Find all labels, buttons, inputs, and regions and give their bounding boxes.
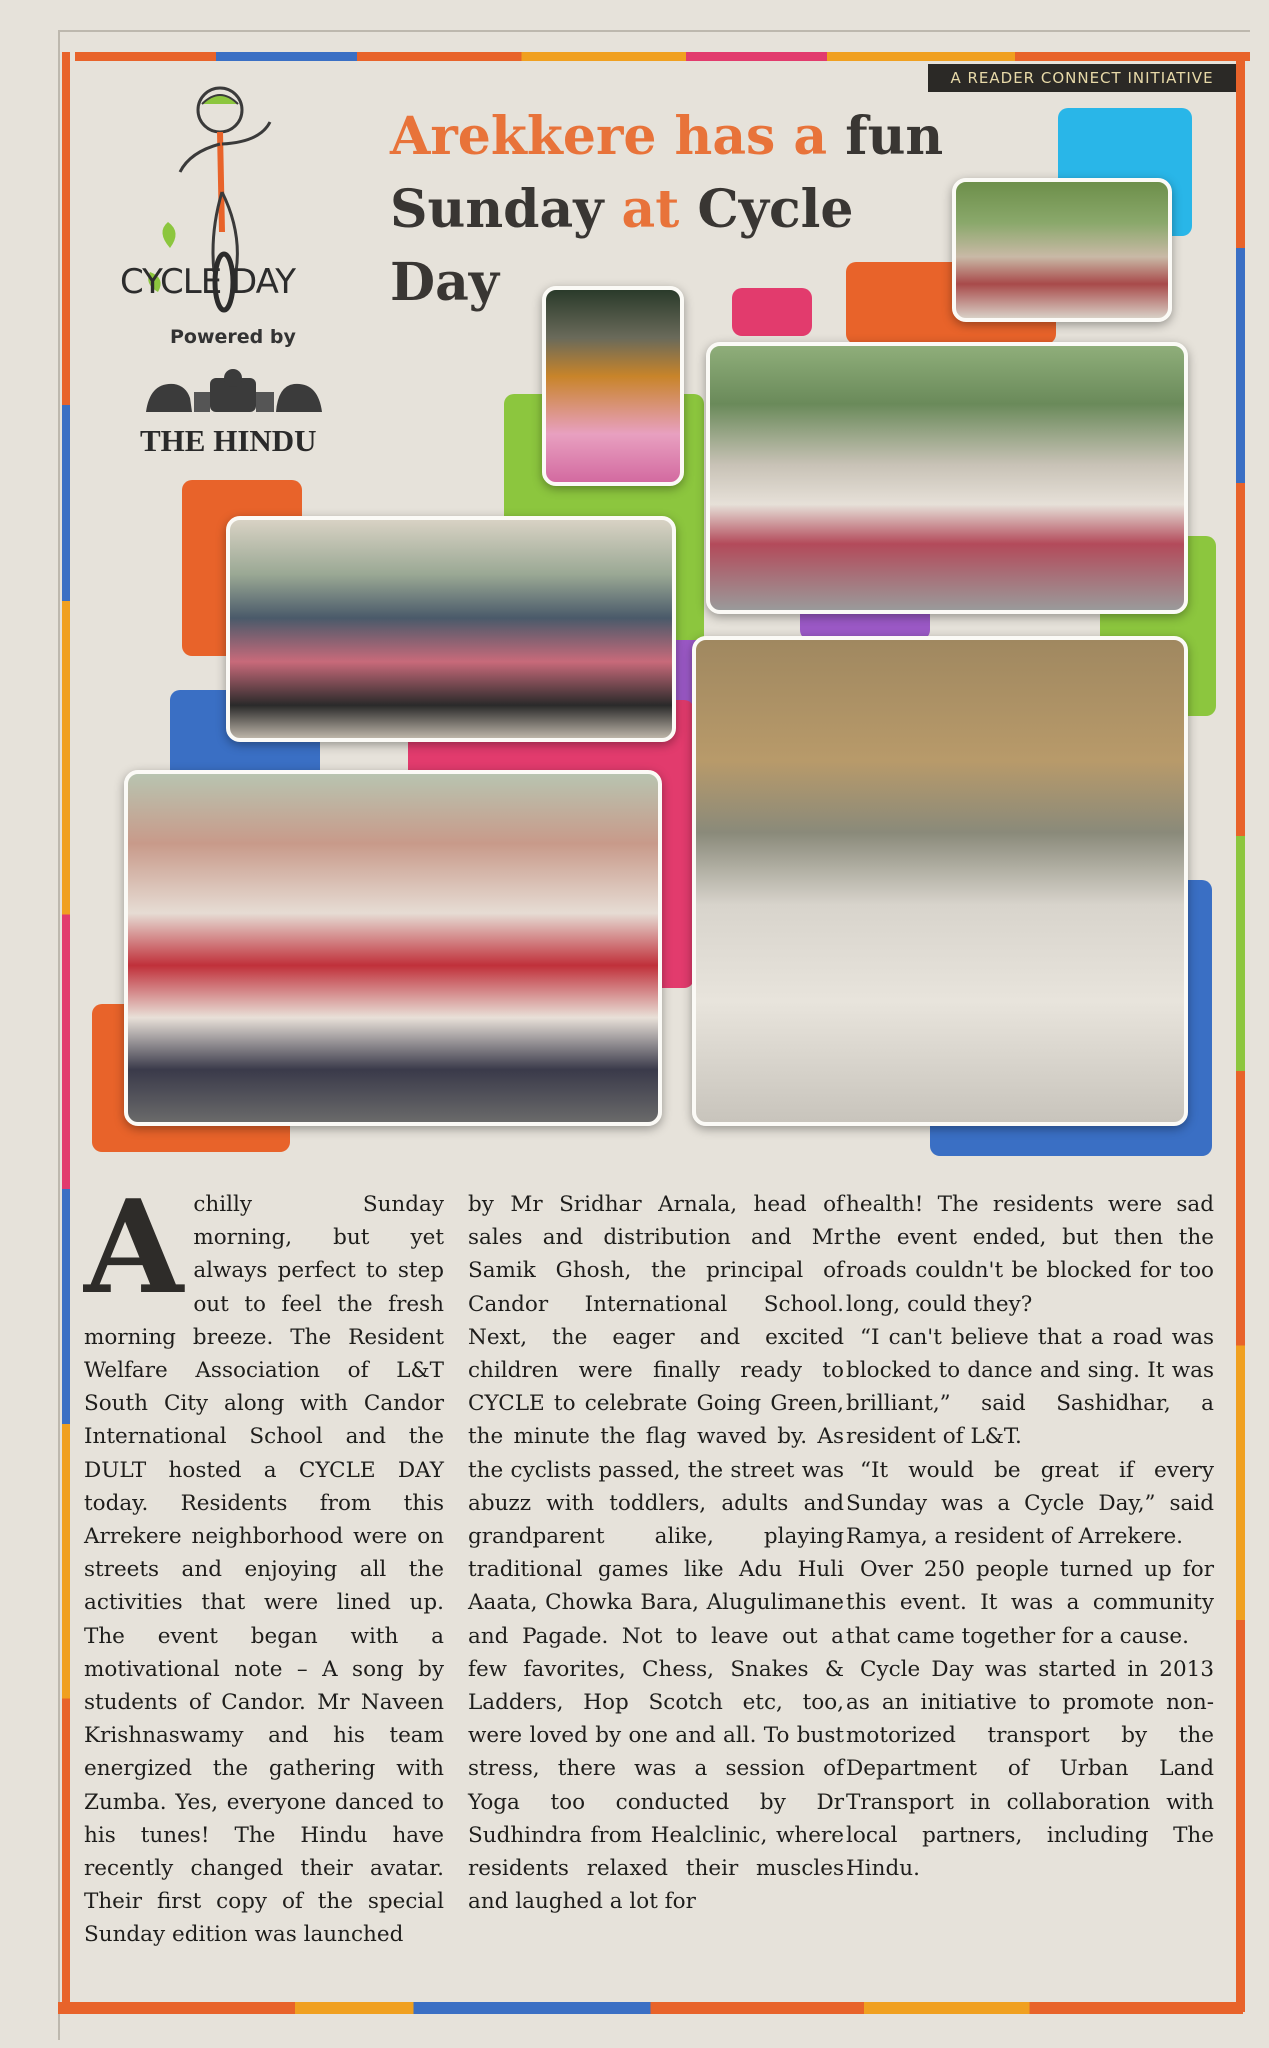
- headline-part: Cycle: [679, 179, 854, 240]
- article-paragraph: health! The residents were sad the event ended, but then the roads couldn't be blocked for too long, could they?: [846, 1192, 1214, 1317]
- article-column-3: [846, 1188, 1214, 1885]
- powered-by-label: Powered by: [170, 326, 296, 348]
- article-quote: “I can't believe that a road was blocked to dance and sing. It was brilliant,” said Sashidhar, a resident of L&T.: [846, 1324, 1214, 1450]
- headline-part: at: [621, 179, 680, 240]
- bottom-color-border: [58, 2002, 1243, 2014]
- the-hindu-crest-icon: [140, 368, 326, 420]
- right-color-border: [1236, 52, 1245, 2012]
- headline-part: Day: [390, 252, 500, 313]
- photo-zumba-dancing: [226, 516, 676, 742]
- headline-part: Arekkere has a: [390, 106, 846, 167]
- article-paragraph: Cycle Day was started in 2013 as an initiative to promote non-motorized transport by the Department of Urban Land Transport in collaboration with local partners, including The Hindu.: [846, 1656, 1214, 1882]
- article-column-2: [468, 1188, 844, 1918]
- decor-block-pink: [732, 288, 812, 336]
- top-color-border: [75, 52, 1250, 61]
- photo-volunteers-group: [952, 178, 1172, 322]
- article-paragraph: Over 250 people turned up for this event. It was a community that came together for a cause.: [846, 1557, 1214, 1649]
- cycle-day-logo-text: CYCLE DAY: [120, 262, 295, 302]
- reader-connect-banner: A READER CONNECT INITIATIVE: [928, 64, 1236, 92]
- left-color-border: [62, 52, 70, 2012]
- photo-yoga-session: [706, 342, 1188, 614]
- article-paragraph: by Mr Sridhar Arnala, head of sales and distribution and Mr Samik Ghosh, the principal of Candor International School. Next, the eager and excited children were finally ready to CYCLE to celebrate Going Green, the minute the flag waved by. As the cyclists passed, the street was abuzz with toddlers, adults and grandparent alike, playing traditional games like Adu Huli Aaata, Chowka Bara, Alugulimane and Pagade. Not to leave out a few favorites, Chess, Snakes & Ladders, Hop Scotch etc, too, were loved by one and all. To bust stress, there was a session of Yoga too conducted by Dr Sudhindra from Healclinic, where residents relaxed their muscles and laughed a lot for: [468, 1192, 844, 1915]
- headline-part: Sunday: [390, 179, 622, 240]
- photo-crowd-of-children: [124, 770, 662, 1126]
- photo-girls-dancing: [542, 286, 684, 486]
- photo-hopscotch-game: [692, 636, 1188, 1126]
- article-paragraph: chilly Sunday morning, but yet always perfect to step out to feel the fresh morning breeze. The Resident Welfare Association of L&T South City along with Candor International School and the DULT hosted a CYCLE DAY today. Residents from this Arrekere neighborhood were on streets and enjoying all the activities that were lined up. The event began with a motivational note – A song by students of Candor. Mr Naveen Krishnaswamy and his team energized the gathering with Zumba. Yes, everyone danced to his tunes! The Hindu have recently changed their avatar. Their first copy of the special Sunday edition was launched: [84, 1192, 444, 1948]
- article-quote: “It would be great if every Sunday was a Cycle Day,” said Ramya, a resident of Arrekere.: [846, 1457, 1214, 1550]
- drop-cap: A: [84, 1173, 184, 1323]
- headline-part: fun: [845, 106, 944, 167]
- article-column-1: [84, 1173, 444, 1952]
- the-hindu-wordmark: THE HINDU: [140, 423, 317, 458]
